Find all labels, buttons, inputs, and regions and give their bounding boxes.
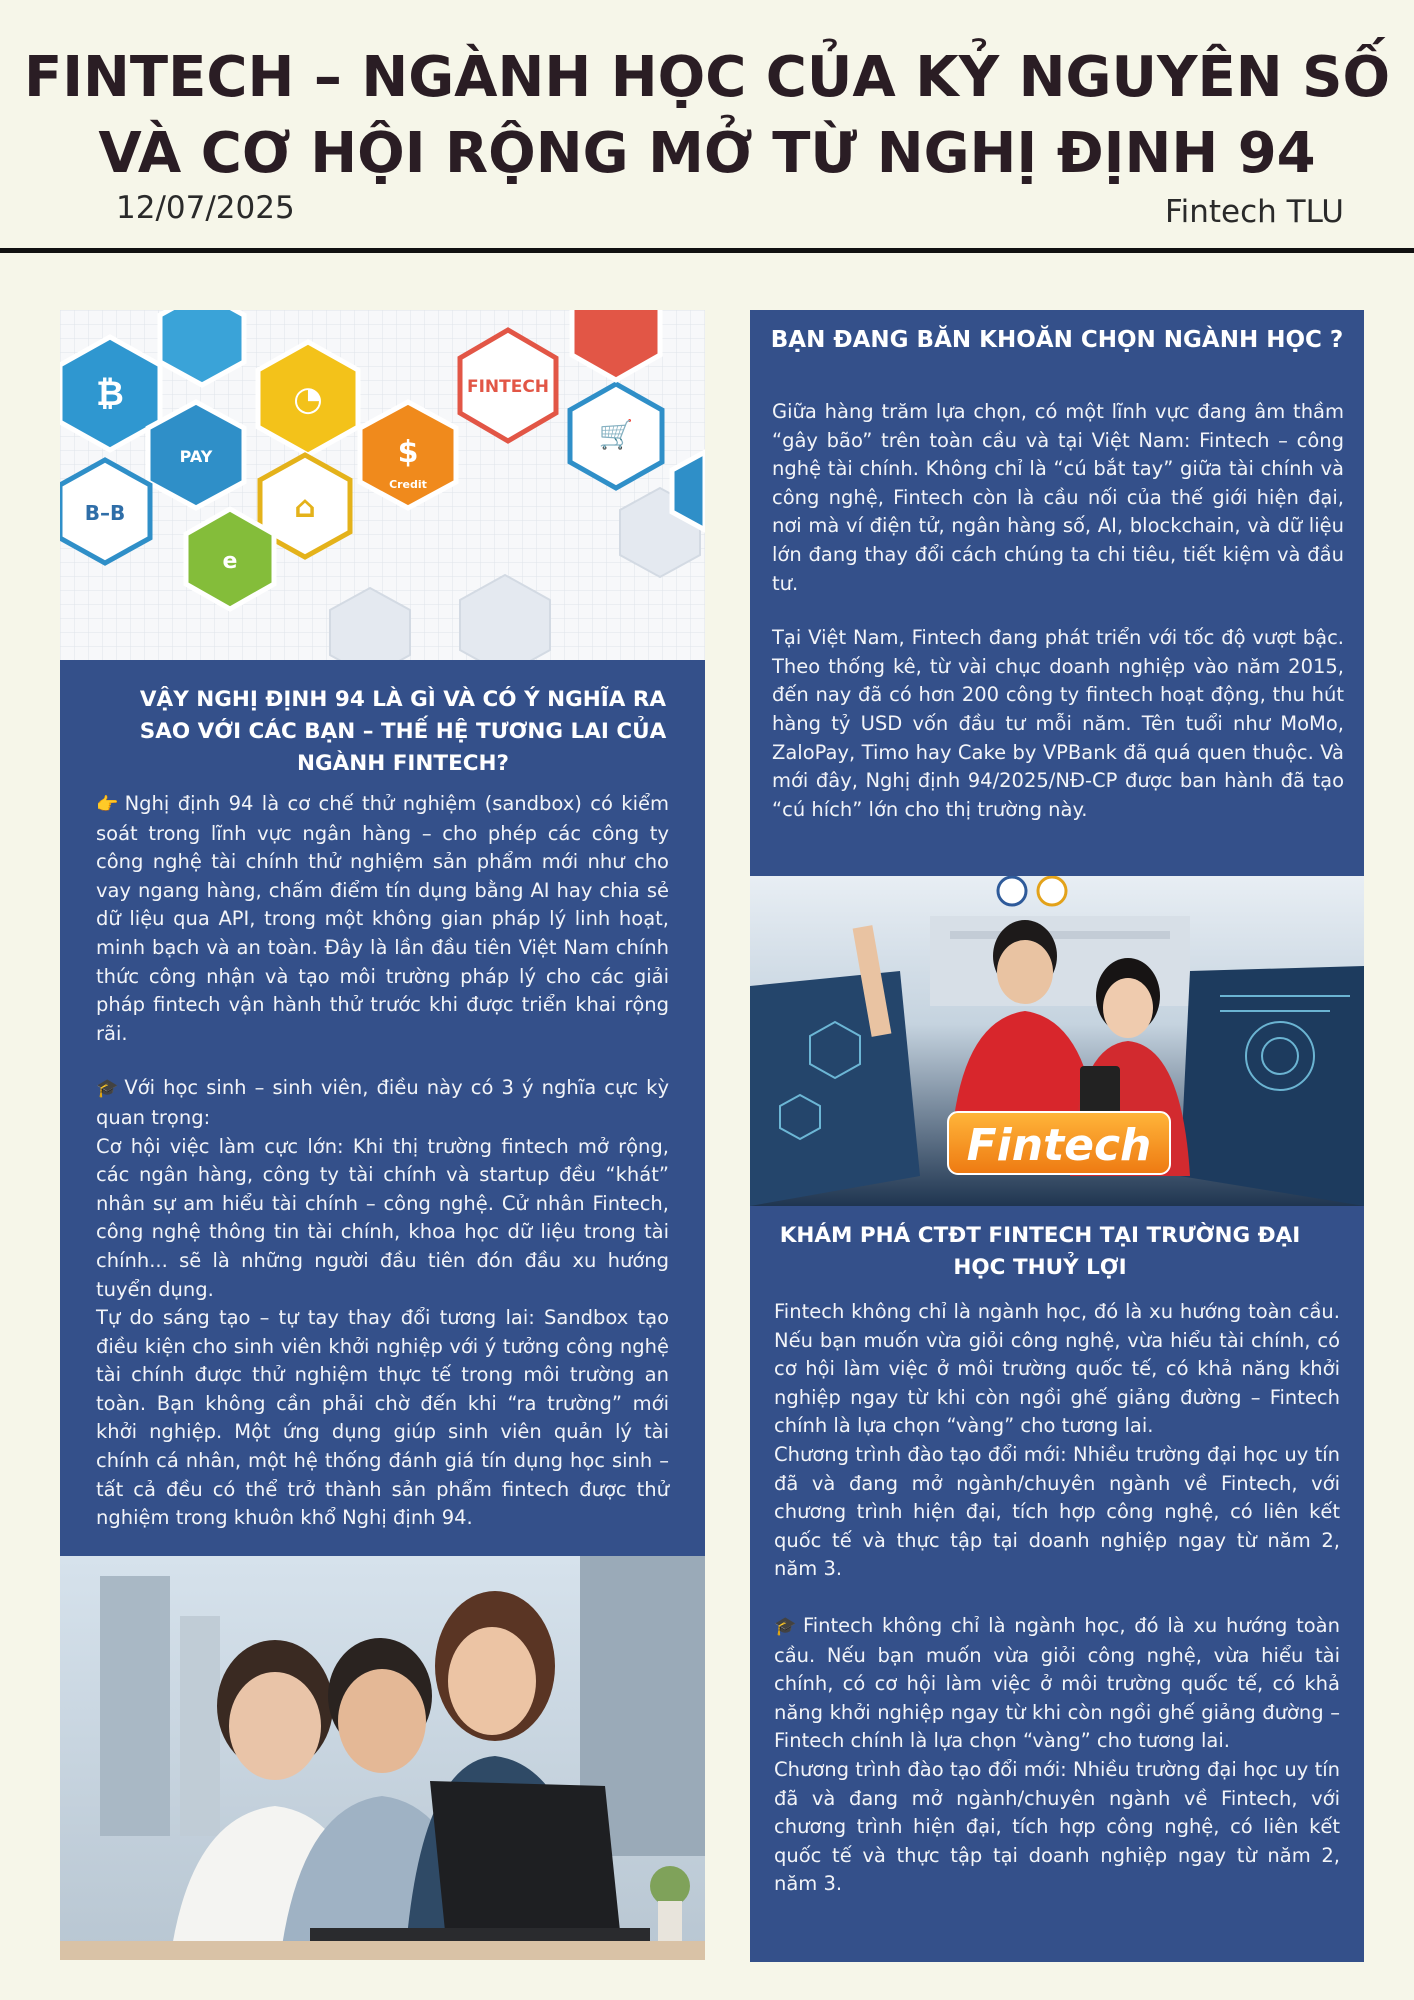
svg-text:$: $ [397,435,419,470]
paragraph: Giữa hàng trăm lựa chọn, có một lĩnh vực đang âm thầm “gây bão” trên toàn cầu và tại Việt Nam: Fintech – công nghệ tài chính. Không chỉ là “cú bắt tay” giữa tài chính và công nghệ, Fintech còn là cầu nối của thế giới hiện đại, nơi mà ví điện tử, ngân hàng số, AI, blockchain, và dữ liệu lớn đang thay đổi cách chúng ta chi tiêu, tiết kiệm và đầu tư. [772,400,1344,595]
nghi-dinh-94-panel [60,660,705,1556]
ctdt-fintech-heading: KHÁM PHÁ CTĐT FINTECH TẠI TRƯỜNG ĐẠI HỌC THUỶ LỢI [779,1223,1301,1280]
title-line-2: VÀ CƠ HỘI RỘNG MỞ TỪ NGHỊ ĐỊNH 94 [98,121,1316,186]
paragraph: Fintech không chỉ là ngành học, đó là xu hướng toàn cầu. Nếu bạn muốn vừa giỏi công nghệ, vừa hiểu tài chính, có cơ hội làm việc ở môi trường quốc tế, có khả năng khởi nghiệp ngay từ khi còn ngồi ghế giảng đường – Fintech chính là lựa chọn “vàng” cho tương lai. [774,1300,1340,1438]
paragraph: 🎓 Fintech không chỉ là ngành học, đó là xu hướng toàn cầu. Nếu bạn muốn vừa giỏi công nghệ, vừa hiểu tài chính, có cơ hội làm việc ở môi trường quốc tế, có khả năng khởi nghiệp ngay từ khi còn ngồi ghế giảng đường – Fintech chính là lựa chọn “vàng” cho tương lai. [774,1613,1340,1753]
paragraph: Chương trình đào tạo đổi mới: Nhiều trường đại học uy tín đã và đang mở ngành/chuyên ngành về Fintech, với chương trình hiện đại, tích hợp công nghệ, có liên kết quốc tế và thực tập tại doanh nghiệp ngay từ năm 2, năm 3. [774,1757,1340,1896]
pay-label: PAY [179,447,213,466]
pointing-hand-icon: 👉 [96,794,121,815]
svg-text:◔: ◔ [293,379,323,419]
fintech-illustration [60,310,705,660]
fintech-banner-label: Fintech [966,1120,1152,1171]
svg-text:₿: ₿ [96,374,124,414]
paragraph: Chương trình đào tạo đổi mới: Nhiều trường đại học uy tín đã và đang mở ngành/chuyên ngành về Fintech, với chương trình hiện đại, tích hợp công nghệ, có liên kết quốc tế và thực tập tại doanh nghiệp ngay từ năm 2, năm 3. [774,1442,1340,1581]
graduation-cap-icon: 🎓 [96,1078,121,1100]
fintech-label: FINTECH [466,377,550,397]
chon-nganh-panel [750,310,1364,876]
header [0,0,1414,252]
credit-label: Credit [389,478,427,491]
title-line-1: FINTECH – NGÀNH HỌC CỦA KỶ NGUYÊN SỐ [23,45,1391,110]
paragraph: Tại Việt Nam, Fintech đang phát triển với tốc độ vượt bậc. Theo thống kê, từ vài chục doanh nghiệp vào năm 2015, đến nay đã có hơn 200 công ty fintech hoạt động, thu hút hàng tỷ USD vốn đầu tư mỗi năm. Tên tuổi như MoMo, ZaloPay, Timo hay Cake by VPBank đã quá quen thuộc. Và mới đây, Nghị định 94/2025/NĐ-CP được ban hành đã tạo “cú hích” lớn cho thị trường này. [772,626,1344,821]
team-laptop-photo [60,1556,705,1960]
graduation-cap-icon: 🎓 [774,1615,799,1637]
header-divider [0,248,1414,253]
students-fintech-photo [750,876,1364,1206]
chon-nganh-body [772,398,1344,824]
page-title [0,40,1414,192]
svg-text:⌂: ⌂ [294,490,316,525]
svg-text:e: e [222,549,238,574]
publish-date: 12/07/2025 [116,190,295,226]
author: Fintech TLU [1165,194,1344,230]
nghi-dinh-94-heading: VẬY NGHỊ ĐỊNH 94 LÀ GÌ VÀ CÓ Ý NGHĨA RA SAO VỚI CÁC BẠN – THẾ HỆ TƯƠNG LAI CỦA NGÀNH FINTECH? [139,687,667,776]
fintech-hexagon-graphic [60,310,705,660]
ctdt-fintech-body [774,1298,1340,1899]
nghi-dinh-94-body [96,790,669,1533]
paragraph: 👉 Nghị định 94 là cơ chế thử nghiệm (sandbox) có kiểm soát trong lĩnh vực ngân hàng – cho phép các công ty công nghệ tài chính thử nghiệm sản phẩm mới như cho vay ngang hàng, chấm điểm tín dụng bằng AI hay chia sẻ dữ liệu qua API, trong một không gian pháp lý linh hoạt, minh bạch và an toàn. Đây là lần đầu tiên Việt Nam chính thức công nhận và tạo môi trường pháp lý cho các giải pháp fintech vận hành thử trước khi được triển khai rộng rãi. [96,792,669,1045]
paragraph: Tự do sáng tạo – tự tay thay đổi tương lai: Sandbox tạo điều kiện cho sinh viên khởi nghiệp với ý tưởng công nghệ tài chính được thử nghiệm thực tế trong môi trường an toàn. Bạn không cần phải chờ đến khi “ra trường” mới khởi nghiệp. Một ứng dụng giúp sinh viên quản lý tài chính cá nhân, một hệ thống đánh giá tín dụng học sinh – tất cả đều có thể trở thành sản phẩm fintech được thử nghiệm trong khuôn khổ Nghị định 94. [96,1306,669,1530]
ctdt-fintech-panel [750,1206,1364,1962]
svg-text:🛒: 🛒 [598,418,634,451]
paragraph: 🎓 Với học sinh – sinh viên, điều này có 3 ý nghĩa cực kỳ quan trọng: [96,1076,669,1129]
chon-nganh-heading: BẠN ĐANG BĂN KHOĂN CHỌN NGÀNH HỌC ? [770,327,1344,353]
svg-text:B–B: B–B [84,501,126,525]
paragraph: Cơ hội việc làm cực lớn: Khi thị trường fintech mở rộng, các ngân hàng, công ty tài chính và startup đều “khát” nhân sự am hiểu tài chính – công nghệ. Cử nhân Fintech, công nghệ thông tin tài chính, khoa học dữ liệu trong tài chính... sẽ là những người đầu tiên đón đầu xu hướng tuyển dụng. [96,1134,669,1301]
